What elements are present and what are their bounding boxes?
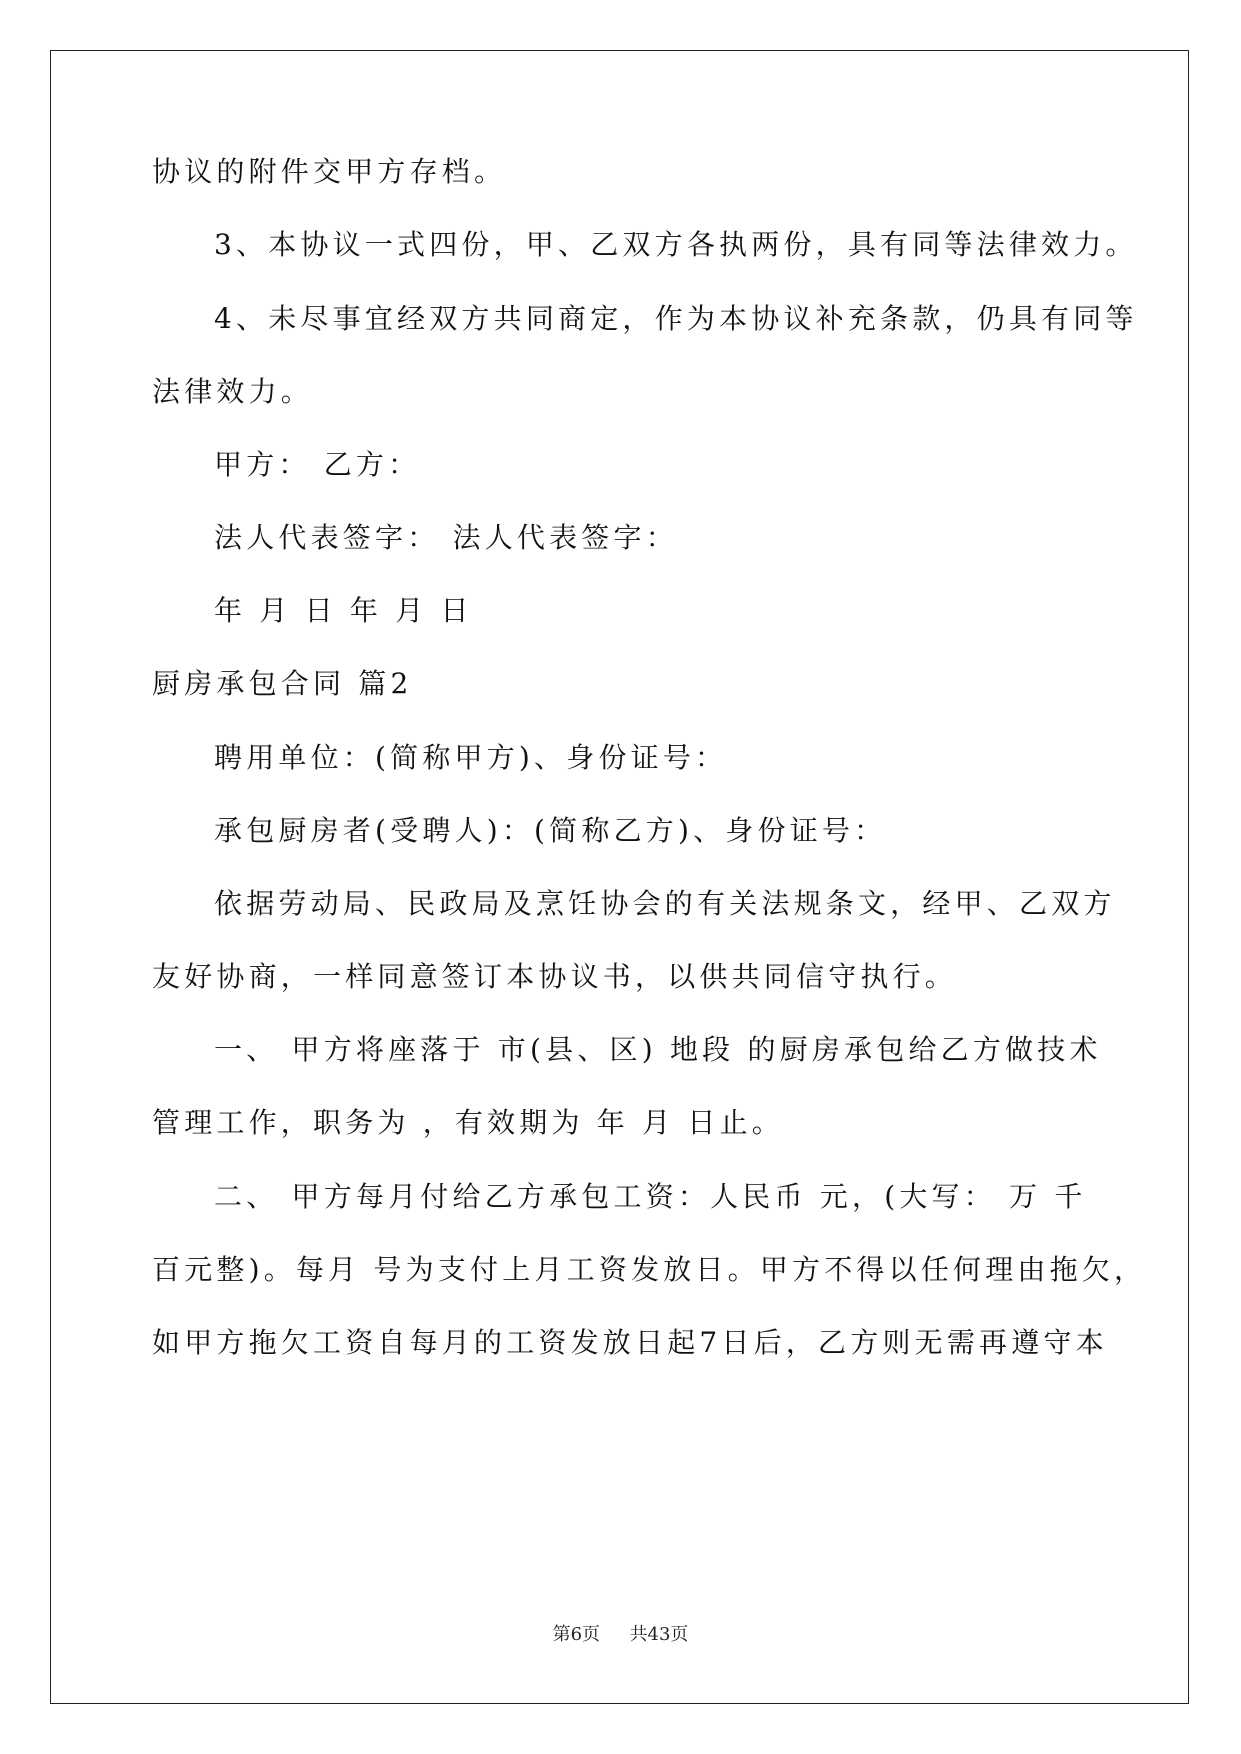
section-heading: 厨房承包合同 篇2 — [152, 667, 413, 700]
page-total: 共43页 — [629, 1624, 689, 1645]
paragraph-line: 3、本协议一式四份，甲、乙双方各执两份，具有同等法律效力。 — [214, 228, 1138, 261]
paragraph-line: 年 月 日 年 月 日 — [214, 594, 473, 627]
paragraph-line: 甲方： 乙方： — [214, 448, 421, 481]
paragraph-line: 管理工作，职务为 ，有效期为 年 月 日止。 — [152, 1106, 785, 1139]
paragraph-line: 法律效力。 — [152, 375, 314, 408]
paragraph-line: 一、 甲方将座落于 市(县、区) 地段 的厨房承包给乙方做技术 — [214, 1033, 1102, 1066]
paragraph-line: 聘用单位：(简称甲方)、身份证号： — [214, 741, 728, 774]
paragraph-line: 友好协商，一样同意签订本协议书，以供共同信守执行。 — [152, 960, 958, 993]
paragraph-line: 4、未尽事宜经双方共同商定，作为本协议补充条款，仍具有同等 — [214, 302, 1138, 335]
paragraph-line: 依据劳动局、民政局及烹饪协会的有关法规条文，经甲、乙双方 — [214, 887, 1116, 920]
paragraph-line: 二、 甲方每月付给乙方承包工资：人民币 元，(大写： 万 千 — [214, 1180, 1087, 1213]
page-footer — [0, 1620, 1241, 1646]
page-number: 第6页 — [552, 1624, 601, 1645]
paragraph-line: 如甲方拖欠工资自每月的工资发放日起7日后，乙方则无需再遵守本 — [152, 1326, 1108, 1359]
paragraph-line: 法人代表签字： 法人代表签字： — [214, 521, 678, 554]
paragraph-line: 百元整)。每月 号为支付上月工资发放日。甲方不得以任何理由拖欠， — [152, 1253, 1147, 1286]
page-border — [50, 50, 1189, 1704]
paragraph-line: 协议的附件交甲方存档。 — [152, 155, 507, 188]
paragraph-line: 承包厨房者(受聘人)：(简称乙方)、身份证号： — [214, 814, 887, 847]
